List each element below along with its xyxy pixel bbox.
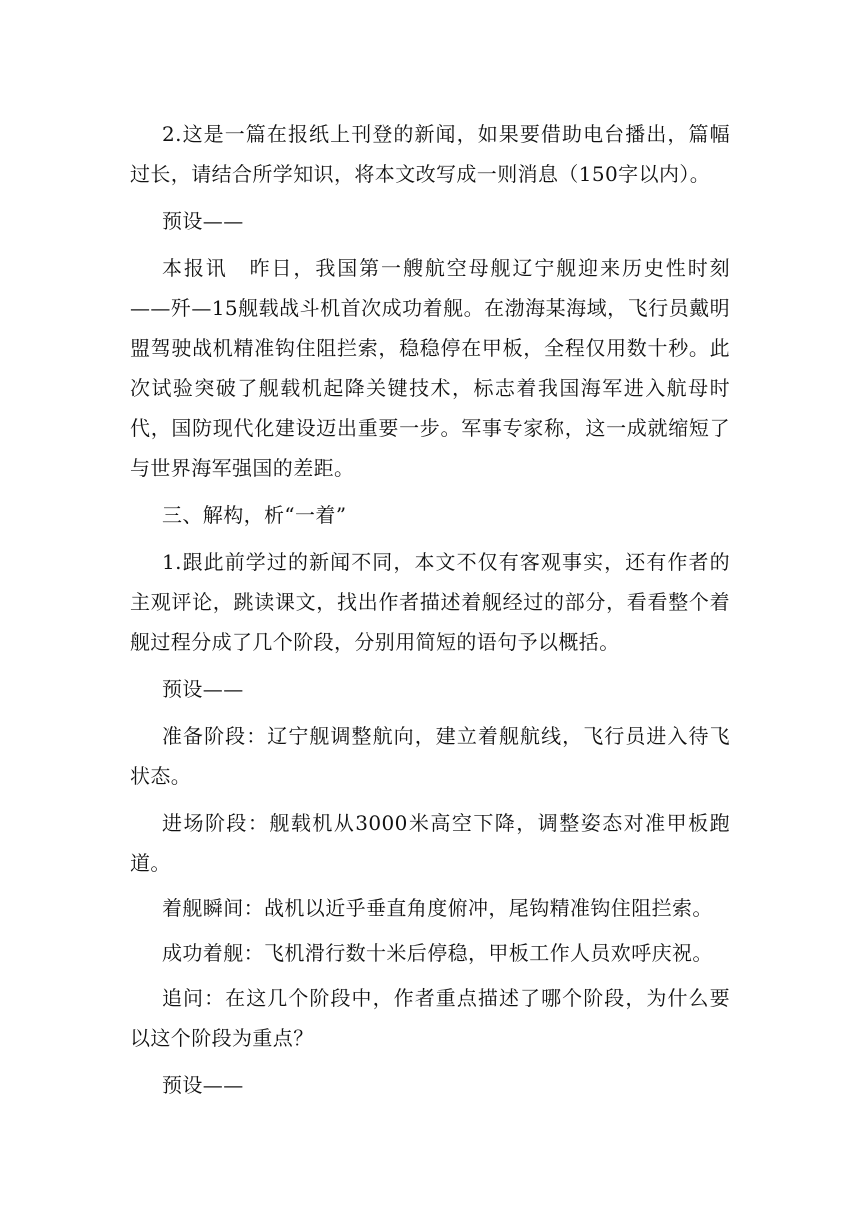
stage-success: 成功着舰：飞机滑行数十米后停稳，甲板工作人员欢呼庆祝。 bbox=[162, 941, 713, 965]
stage-preparation: 准备阶段：辽宁舰调整航向，建立着舰航线，飞行员进入待飞状态。 bbox=[130, 724, 730, 788]
question-2-paragraph: 2.这是一篇在报纸上刊登的新闻，如果要借助电台播出，篇幅过长，请结合所学知识，将本文改写成一则消息（150字以内）。 bbox=[130, 122, 730, 186]
stage-approach: 进场阶段：舰载机从3000米高空下降，调整姿态对准甲板跑道。 bbox=[130, 811, 730, 875]
stage-landing-moment: 着舰瞬间：战机以近乎垂直角度俯冲，尾钩精准钩住阻拦索。 bbox=[162, 896, 713, 920]
follow-up-question: 追问：在这几个阶段中，作者重点描述了哪个阶段，为什么要以这个阶段为重点？ bbox=[130, 986, 730, 1050]
document-body bbox=[130, 114, 730, 1112]
preset-label: 预设—— bbox=[162, 209, 244, 233]
preset-label: 预设—— bbox=[162, 1073, 244, 1097]
section-heading: 三、解构，析“一着” bbox=[162, 503, 347, 527]
preset-label: 预设—— bbox=[162, 677, 244, 701]
question-1-paragraph: 1.跟此前学过的新闻不同，本文不仅有客观事实，还有作者的主观评论，跳读课文，找出作者描述着舰经过的部分，看看整个着舰过程分成了几个阶段，分别用简短的语句予以概括。 bbox=[130, 550, 730, 654]
news-rewrite-paragraph: 本报讯 昨日，我国第一艘航空母舰辽宁舰迎来历史性时刻——歼—15舰载战斗机首次成功着舰。在渤海某海域，飞行员戴明盟驾驶战机精准钩住阻拦索，稳稳停在甲板，全程仅用数十秒。此次试验突破了舰载机起降关键技术，标志着我国海军进入航母时代，国防现代化建设迈出重要一步。军事专家称，这一成就缩短了与世界海军强国的差距。 bbox=[130, 256, 730, 480]
